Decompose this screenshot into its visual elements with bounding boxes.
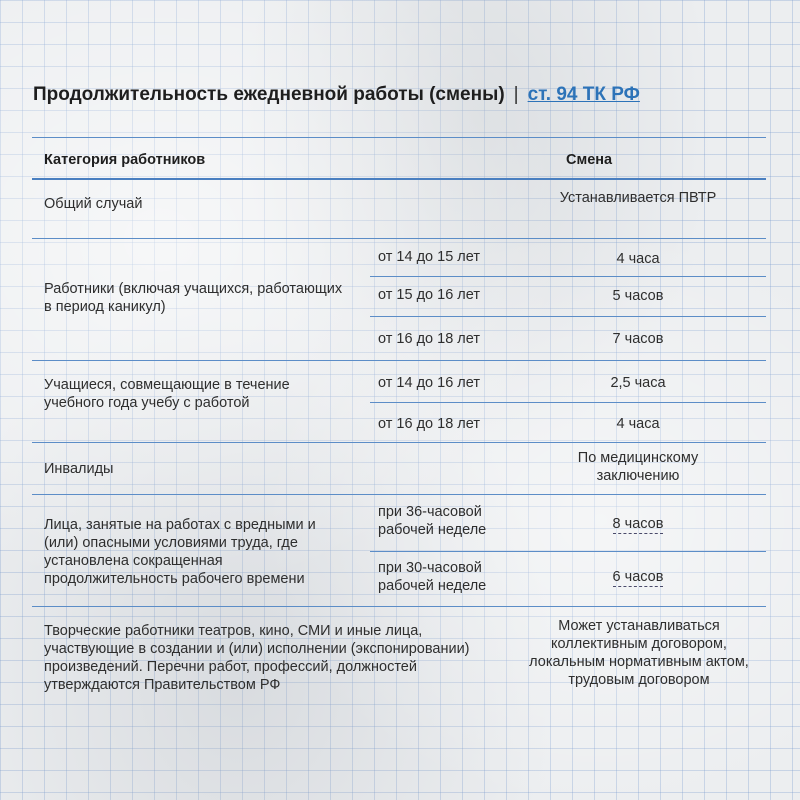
header-shift: Смена [566,152,613,168]
table-header-rule [32,178,766,180]
minors-shift-3: 7 часов [612,331,664,347]
minors-age-3: от 16 до 18 лет [378,331,480,347]
minors-age-2: от 15 до 16 лет [378,287,480,303]
creative-shift: Может устанавливаться коллективным договором, локальным нормативным актом, трудовым договором [529,618,749,688]
students-shift-1: 2,5 часа [610,375,666,391]
minors-shift-1: 4 часа [616,251,660,267]
disabled-shift: По медицинскому заключению [577,450,699,484]
table-subrow-divider [370,276,766,277]
general-category: Общий случай [44,196,143,212]
title-separator: | [513,84,519,105]
header-category: Категория работников [44,152,206,168]
hazardous-condition-2: при 30-часовой рабочей неделе [378,560,487,594]
creative-category: Творческие работники театров, кино, СМИ и иные лица, участвующие в создании и (или) исполнении (экспонировании) произведений. Перечни работ, профессий, должностей утверждаются Правительством РФ [44,623,470,693]
table-subrow-divider [370,316,766,317]
table-row-divider [32,442,766,443]
minors-age-1: от 14 до 15 лет [378,249,480,265]
hazardous-category: Лица, занятые на работах с вредными и (или) опасными условиями труда, где установлена сокращенная продолжительность рабочего времени [44,517,316,587]
table-row-divider [32,606,766,607]
hazardous-condition-1: при 36-часовой рабочей неделе [378,504,487,538]
title-text: Продолжительность ежедневной работы (смены) [33,84,505,105]
minors-shift-2: 5 часов [612,288,664,304]
hazardous-shift-2-value: 6 часов [612,569,664,585]
general-shift: Устанавливается ПВТР [559,190,717,206]
table-row-divider [32,360,766,361]
page-title [33,84,640,106]
students-age-2: от 16 до 18 лет [378,416,480,432]
students-shift-2: 4 часа [616,416,660,432]
students-category: Учащиеся, совмещающие в течение учебного года учебу с работой [44,377,290,411]
hazardous-shift-1 [548,515,728,533]
disabled-category: Инвалиды [44,461,114,477]
law-article-link[interactable]: ст. 94 ТК РФ [527,84,640,105]
hazardous-shift-1-value: 8 часов [612,516,664,532]
hazardous-shift-2 [548,568,728,586]
table-top-rule [32,137,766,138]
table-subrow-divider [370,551,766,552]
table-subrow-divider [370,402,766,403]
minors-category: Работники (включая учащихся, работающих в период каникул) [44,281,343,315]
table-row-divider [32,494,766,495]
students-age-1: от 14 до 16 лет [378,375,480,391]
table-row-divider [32,238,766,239]
